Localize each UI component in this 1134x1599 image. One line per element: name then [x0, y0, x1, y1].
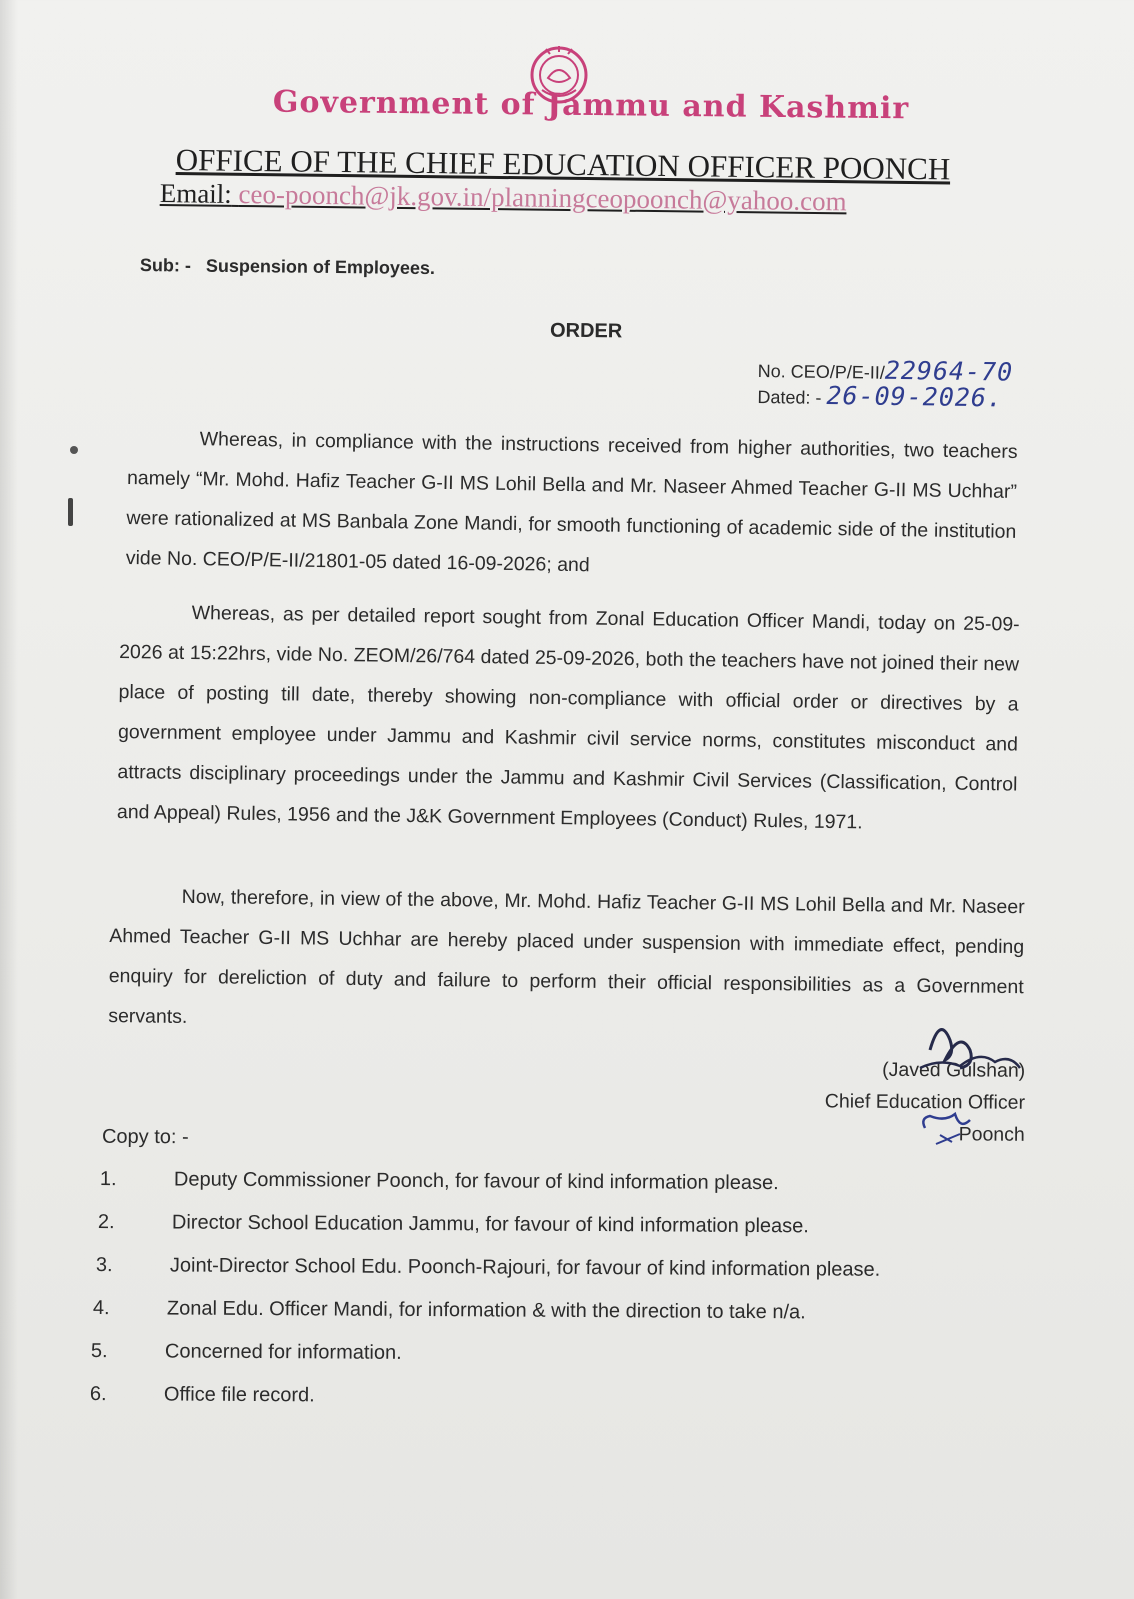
order-heading: ORDER — [549, 319, 623, 343]
order-date-label: Dated: - — [757, 386, 822, 408]
body-paragraph-1 — [125, 418, 1017, 592]
list-item-text: Deputy Commissioner Poonch, for favour of kind information please. — [173, 1168, 779, 1195]
list-item-number: 2. — [97, 1211, 115, 1234]
punch-mark — [68, 498, 73, 526]
email-address-link[interactable]: ceo-poonch@jk.gov.in/planningceopoonch@yahoo.com — [238, 178, 847, 217]
list-item-number: 3. — [95, 1254, 113, 1277]
list-item-text: Zonal Edu. Officer Mandi, for information & with the direction to take n/a. — [166, 1297, 806, 1324]
signatory-designation: Chief Education Officer — [824, 1090, 1026, 1114]
order-number-handwritten: 22964-70 — [884, 355, 1014, 387]
list-item-text: Director School Education Jammu, for favour of kind information please. — [171, 1211, 809, 1238]
order-number-row — [757, 354, 1014, 387]
list-item-text: Office file record. — [163, 1383, 315, 1407]
subject-line — [140, 255, 435, 279]
subject-label: Sub: - — [139, 255, 191, 276]
order-number-label: No. CEO/P/E-II/ — [757, 360, 885, 383]
list-item-number: 1. — [99, 1168, 117, 1191]
office-title: OFFICE OF THE CHIEF EDUCATION OFFICER POONCH — [175, 142, 951, 187]
signatory-name: (Javed Gulshan) — [882, 1058, 1026, 1082]
list-item-number: 5. — [90, 1340, 108, 1363]
list-item-text: Joint-Director School Edu. Poonch-Rajouri, for favour of kind information please. — [169, 1254, 881, 1281]
subject-text: Suspension of Employees. — [205, 255, 436, 279]
page-edge-shadow — [0, 0, 18, 1599]
paragraph-text: Now, therefore, in view of the above, Mr. Mohd. Hafiz Teacher G-II MS Lohil Bella and Mr. Naseer Ahmed Teacher G-II MS Uchhar are hereby placed under suspension with immediate effect, pending enquiry for dereliction of duty and failure to perform their official responsibilities as a Government servants. — [108, 885, 1025, 1028]
signatory-place: Poonch — [958, 1123, 1025, 1146]
body-paragraph-2 — [117, 592, 1020, 845]
handwritten-signature-icon — [900, 1010, 1040, 1160]
order-reference — [757, 354, 1014, 413]
body-paragraph-3 — [108, 876, 1025, 1047]
order-date-handwritten: 26-09-2026. — [826, 380, 1004, 413]
list-item-number: 4. — [92, 1297, 110, 1320]
list-item-text: Concerned for information. — [164, 1340, 402, 1364]
paragraph-text: Whereas, as per detailed report sought from Zonal Education Officer Mandi, today on 25-09-2026 at 15:22hrs, vide No. ZEOM/26/764 dated 25-09-2026, both the teachers have not joined their new place of posting till date, thereby showing non-compliance with official order or directives by a government employee under Jammu and Kashmir civil service norms, constitutes misconduct and attracts disciplinary proceedings under the Jammu and Kashmir Civil Services (Classification, Control and Appeal) Rules, 1956 and the J&K Government Employees (Conduct) Rules, 1971. — [116, 602, 1020, 834]
order-date-row — [757, 380, 1013, 413]
government-title: Government of Jammu and Kashmir — [272, 84, 910, 127]
paragraph-text: Whereas, in compliance with the instructions received from higher authorities, two teachers namely “Mr. Mohd. Hafiz Teacher G-II MS Lohil Bella and Mr. Naseer Ahmed Teacher G-II MS Uchhar” were rationalized at MS Banbala Zone Mandi, for smooth functioning of academic side of the institution vide No. CEO/P/E-II/21801-05 dated 16-09-2026; and — [125, 428, 1018, 577]
copy-to-label: Copy to: - — [101, 1125, 189, 1149]
email-label: Email: — [159, 178, 232, 209]
list-item-number: 6. — [89, 1383, 107, 1406]
punch-mark — [70, 446, 78, 454]
